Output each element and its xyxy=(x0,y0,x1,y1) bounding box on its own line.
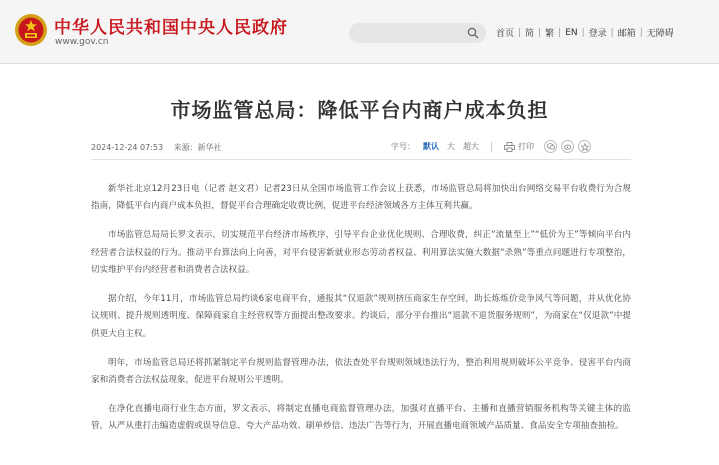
article-paragraph: 明年，市场监管总局还将抓紧制定平台规则监督管理办法，依法查处平台规则领域违法行为，整治利用规则破坏公平竞争、侵害平台内商家和消费者合法权益现象，促进平台规则公平透明。 xyxy=(91,357,631,386)
nav-login-link[interactable]: 登录 xyxy=(588,29,607,39)
nav-separator: | xyxy=(581,27,585,38)
nav-separator: | xyxy=(518,27,522,38)
article-title: 市场监管总局：降低平台内商户成本负担 xyxy=(170,98,549,122)
top-nav xyxy=(496,26,674,39)
article-paragraph: 新华社北京12月23日电（记者 赵文君）记者23日从全国市场监管工作会议上获悉，市场监管总局将加快出台网络交易平台收费行为合规指南，降低平台内商户成本负担，督促平台合理确定收费比例，促进平台经济领域各方主体互利共赢。 xyxy=(91,184,631,212)
nav-separator: | xyxy=(538,27,542,38)
weibo-icon[interactable] xyxy=(561,140,574,153)
nav-accessibility-link[interactable]: 无障碍 xyxy=(646,29,674,39)
font-size-label: 字号： xyxy=(391,142,415,151)
national-emblem-icon[interactable] xyxy=(14,12,48,48)
site-header xyxy=(0,0,719,64)
article-meta xyxy=(91,142,230,153)
nav-separator: | xyxy=(610,27,614,38)
print-label: 打印 xyxy=(518,142,534,151)
article-body xyxy=(91,181,631,447)
print-icon xyxy=(504,142,515,152)
meta-divider-line xyxy=(91,159,631,160)
article-date: 2024-12-24 07:53 xyxy=(91,143,164,152)
font-size-default-option[interactable]: 默认 xyxy=(423,142,439,151)
print-button[interactable] xyxy=(504,141,540,152)
nav-separator: | xyxy=(639,27,643,38)
search-icon[interactable] xyxy=(467,27,479,39)
nav-english-link[interactable]: EN xyxy=(565,27,578,38)
site-url: www.gov.cn xyxy=(55,37,109,47)
wechat-icon[interactable] xyxy=(544,140,557,153)
font-size-xlarge-option[interactable]: 超大 xyxy=(463,142,479,151)
article-tools xyxy=(391,140,591,153)
article-paragraph: 市场监管总局局长罗文表示，切实规范平台经济市场秩序，引导平台企业优化规则、合理收费，纠正“流量至上”“低价为王”等倾向平台内经营者合法权益的行为。推动平台算法向上向善，对平台侵害新就业形态劳动者权益、利用算法实施大数据“杀熟”等重点问题进行专项整治，切实维护平台内经营者和消费者合法权益。 xyxy=(91,230,631,276)
tools-divider xyxy=(491,142,492,152)
nav-home-link[interactable]: 首页 xyxy=(496,29,515,39)
font-size-large-option[interactable]: 大 xyxy=(447,142,455,151)
nav-traditional-link[interactable]: 繁 xyxy=(545,29,555,39)
article-source: 来源：新华社 xyxy=(173,143,222,152)
search-input[interactable] xyxy=(349,23,486,43)
nav-simplified-link[interactable]: 简 xyxy=(525,29,535,39)
nav-separator: | xyxy=(558,27,562,38)
site-title[interactable]: 中华人民共和国中央人民政府 xyxy=(54,18,288,38)
article-paragraph: 在净化直播电商行业生态方面，罗文表示，将制定直播电商监督管理办法，加强对直播平台、主播和直播营销服务机构等关键主体的监管，从严从重打击编造虚假或误导信息、夸大产品功效、刷单炒信、违法广告等行为，开展直播电商领域产品质量、食品安全专项抽查抽检。 xyxy=(91,404,631,432)
qzone-icon[interactable] xyxy=(578,140,591,153)
nav-mailbox-link[interactable]: 邮箱 xyxy=(617,29,636,39)
article-paragraph: 据介绍，今年11月，市场监管总局约谈6家电商平台，通报其“仅退款”规则挤压商家生存空间，助长炼炼价竞争风气等问题，并从优化协议规则、提升规则透明度、保障商家自主经营权等方面提出整改要求。约谈后，部分平台推出“退款不退货服务规则”，为商家在“仅退款”中提供更大自主权。 xyxy=(91,294,631,339)
